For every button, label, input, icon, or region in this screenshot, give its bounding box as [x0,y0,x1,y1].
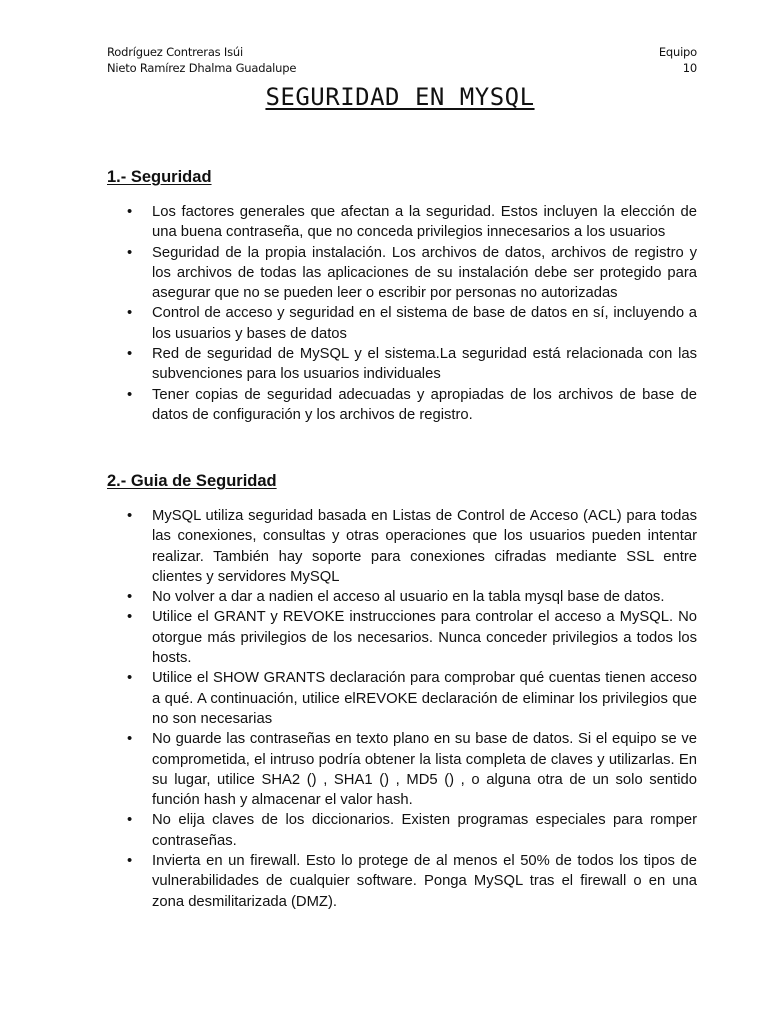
bullet-icon: • [127,670,133,687]
list-item [107,668,697,729]
list-item-text: Utilice el SHOW GRANTS declaración para comprobar qué cuentas tienen acceso a qué. A continuación, utilice elREVOKE declaración de eliminar los privilegios que no son necesarias [152,670,697,727]
list-item-text: Control de acceso y seguridad en el sistema de base de datos en sí, incluyendo a los usuarios y bases de datos [152,305,697,342]
list-item [107,243,697,304]
authors-block [107,44,296,76]
bullet-icon: • [127,386,133,403]
list-item-text: Seguridad de la propia instalación. Los archivos de datos, archivos de registro y los archivos de todas las aplicaciones de su instalación debe ser protegido para asegurar que no se pueden leer o escribir por personas no autorizadas [152,244,697,302]
team-label: Equipo [658,45,697,59]
author-name: Nieto Ramírez Dhalma Guadalupe [107,61,297,75]
bullet-icon: • [127,812,133,829]
list-item [107,587,697,607]
bullet-icon: • [127,731,133,748]
list-item-text: Invierta en un firewall. Esto lo protege de al menos el 50% de todos los tipos de vulnerabilidades de cualquier software. Ponga MySQL tras el firewall o en una zona desmilitarizada (DMZ). [152,853,697,910]
list-item-text: Los factores generales que afectan a la seguridad. Estos incluyen la elección de una buena contraseña, que no conceda privilegios innecesarios a los usuarios [152,204,697,241]
list-item [107,607,697,668]
section-heading-guia-seguridad: 2.- Guia de Seguridad [107,472,277,490]
bullet-icon: • [127,244,133,261]
bullet-icon: • [127,346,133,363]
list-item-text: No elija claves de los diccionarios. Existen programas especiales para romper contraseñas. [152,812,697,849]
list-item-text: No guarde las contraseñas en texto plano en su base de datos. Si el equipo se ve comprometida, el intruso podría obtener la lista completa de claves y utilizarlas. En su lugar, utilice SHA2 () , SHA1 () , MD5 () , o alguna otra de un solo sentido función hash y almacenar el valor hash. [152,731,697,809]
list-item-text: MySQL utiliza seguridad basada en Listas de Control de Acceso (ACL) para todas las conexiones, consultas y otras operaciones que los usuarios pueden intentar realizar. También hay soporte para conexiones cifradas mediante SSL entre clientes y servidores MySQL [152,508,697,585]
document-title: SEGURIDAD EN MYSQL [265,83,535,111]
bullet-icon: • [127,508,133,524]
bullet-list-seguridad [107,202,697,425]
bullet-icon: • [127,853,133,870]
section-heading-seguridad: 1.- Seguridad [107,168,212,186]
list-item [107,810,697,851]
bullet-icon: • [127,305,133,322]
list-item-text: Utilice el GRANT y REVOKE instrucciones para controlar el acceso a MySQL. No otorgue más privilegios de los necesarios. Nunca conceder privilegios a todos los hosts. [152,609,697,667]
list-item [107,385,697,426]
list-item [107,202,697,243]
list-item-text: No volver a dar a nadien el acceso al usuario en la tabla mysql base de datos. [152,589,665,606]
author-name: Rodríguez Contreras Isúi [107,45,243,59]
list-item [107,344,697,385]
list-item-text: Red de seguridad de MySQL y el sistema.La seguridad está relacionada con las subvenciones para los usuarios individuales [152,346,697,383]
list-item [107,506,697,587]
bullet-list-guia-seguridad [107,506,697,912]
bullet-icon: • [127,589,133,606]
list-item [107,303,697,344]
team-number: 10 [682,61,697,75]
team-block [659,44,697,76]
bullet-icon: • [127,204,133,220]
list-item [107,851,697,912]
list-item [107,729,697,810]
bullet-icon: • [127,609,133,626]
list-item-text: Tener copias de seguridad adecuadas y apropiadas de los archivos de base de datos de configuración y los archivos de registro. [152,386,697,423]
